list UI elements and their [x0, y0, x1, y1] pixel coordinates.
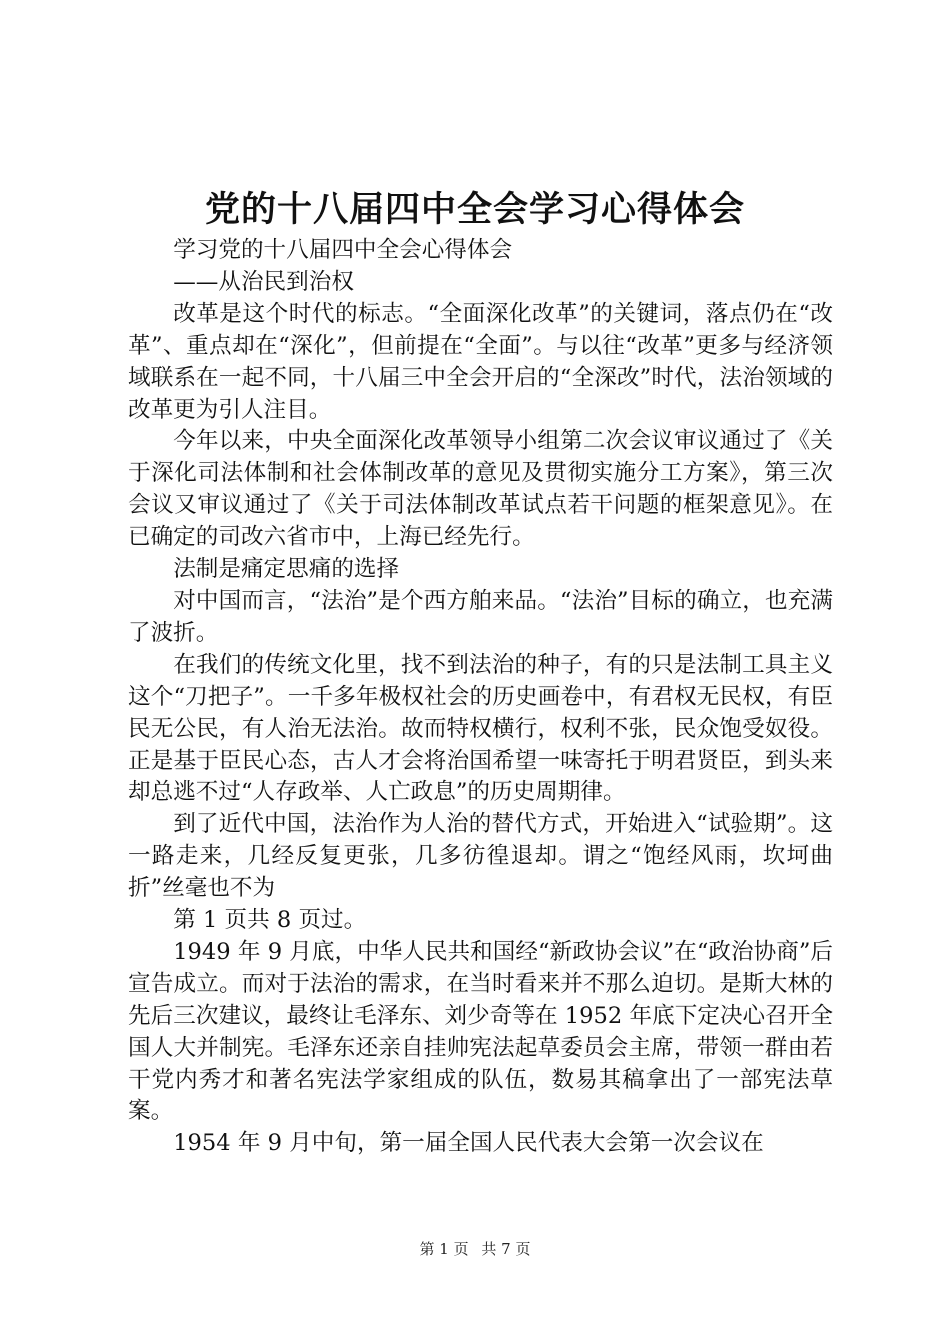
document-title: 党的十八届四中全会学习心得体会 [204, 190, 745, 230]
paragraph: 1949 年 9 月底，中华人民共和国经“新政协会议”在“政治协商”后宣告成立。而对于法治的需求，在当时看来并不那么迫切。是斯大林的先后三次建议，最终让毛泽东、刘少奇等在 1952 年底下定决心召开全国人大并制宪。毛泽东还亲自挂帅宪法起草委员会主席，带领一群由若干党内秀才和著名宪法学家组成的队伍，数易其稿拿出了一部宪法草案。 [128, 938, 833, 1125]
section-heading: 法制是痛定思痛的选择 [173, 556, 400, 583]
paragraph: 到了近代中国，法治作为人治的替代方式，开始进入“试验期”。这一路走来，几经反复更张，几多彷徨退却。谓之“饱经风雨，坎坷曲折”丝毫也不为 [128, 811, 833, 902]
subtitle-dash: ——从治民到治权 [173, 268, 354, 295]
paragraph: 今年以来，中央全面深化改革领导小组第二次会议审议通过了《关于深化司法体制和社会体制改革的意见及贯彻实施分工方案》，第三次会议又审议通过了《关于司法体制改革试点若干问题的框架意见》。在已确定的司改六省市中，上海已经先行。 [128, 428, 833, 551]
paragraph: 在我们的传统文化里，找不到法治的种子，有的只是法制工具主义这个“刀把子”。一千多年极权社会的历史画卷中，有君权无民权，有臣民无公民，有人治无法治。故而特权横行，权利不张，民众饱受奴役。正是基于臣民心态，古人才会将治国希望一味寄托于明君贤臣，到头来却总逃不过“人存政举、人亡政息”的历史周期律。 [128, 651, 833, 806]
subtitle: 学习党的十八届四中全会心得体会 [173, 237, 513, 263]
document-body [128, 235, 833, 1160]
paragraph: 1954 年 9 月中旬，第一届全国人民代表大会第一次会议在 [173, 1130, 764, 1157]
page-number: 第 1 页 [419, 1240, 469, 1258]
paragraph: 对中国而言，“法治”是个西方舶来品。“法治”目标的确立，也充满了波折。 [128, 587, 833, 646]
inline-page-marker: 第 1 页共 8 页过。 [173, 907, 367, 934]
page-footer [0, 1238, 950, 1260]
paragraph: 改革是这个时代的标志。“全面深化改革”的关键词，落点仍在“改革”、重点却在“深化”，但前提在“全面”。与以往“改革”更多与经济领域联系在一起不同，十八届三中全会开启的“全深改”时代，法治领域的改革更为引人注目。 [128, 300, 833, 423]
page-total: 共 7 页 [481, 1240, 531, 1258]
